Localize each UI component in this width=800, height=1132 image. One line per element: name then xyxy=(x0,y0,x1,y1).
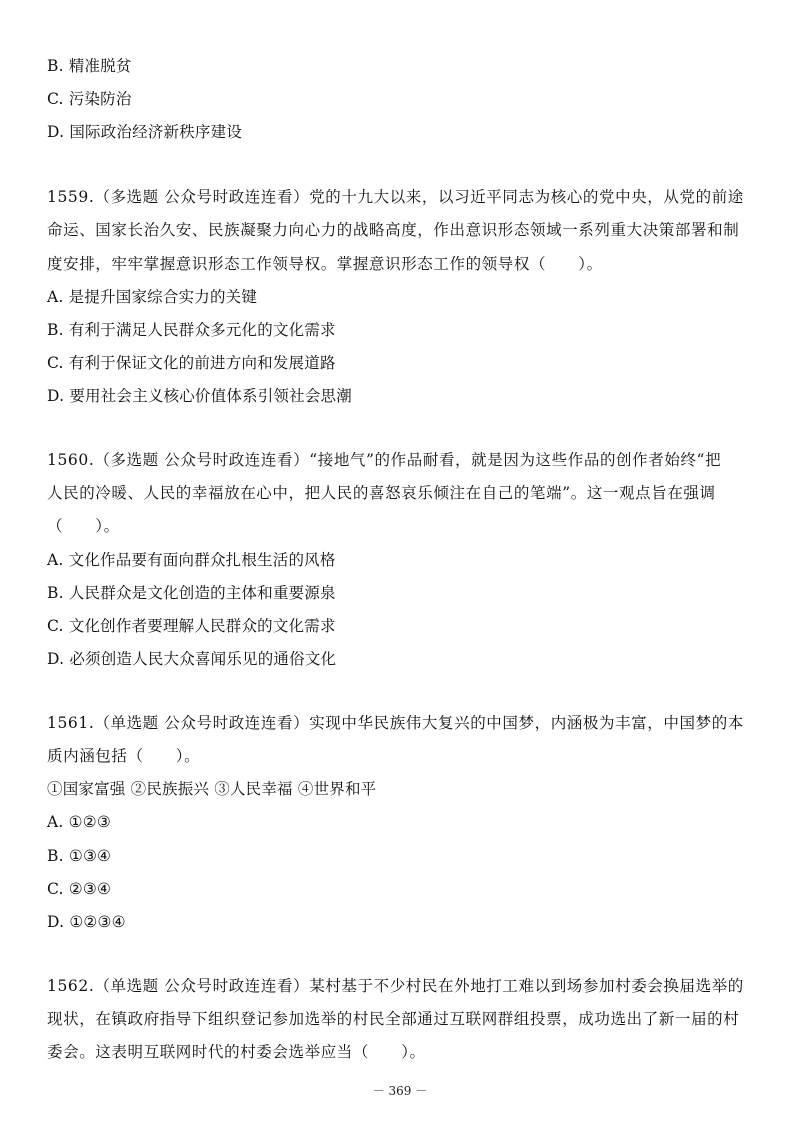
question-1560-option-c: C. 文化创作者要理解人民群众的文化需求 xyxy=(47,617,336,635)
question-1559-option-c: C. 有利于保证文化的前进方向和发展道路 xyxy=(47,354,336,372)
question-1562-stem-line-3: 委会。这表明互联网时代的村委会选举应当（ ）。 xyxy=(47,1043,426,1061)
question-1560-option-a: A. 文化作品要有面向群众扎根生活的风格 xyxy=(47,551,336,569)
question-1559-option-b: B. 有利于满足人民群众多元化的文化需求 xyxy=(47,321,336,339)
question-1561-option-d: D. ①②③④ xyxy=(47,913,126,931)
question-1562-stem-line-1: 1562.（单选题 公众号时政连连看）某村基于不少村民在外地打工难以到场参加村委会换届选举的 xyxy=(47,977,744,995)
question-1561-option-c: C. ②③④ xyxy=(47,880,112,898)
question-1560-stem-line-2: 人民的冷暖、人民的幸福放在心中，把人民的喜怒哀乐倾注在自己的笔端”。这一观点旨在强调 xyxy=(47,484,716,502)
question-1559-option-d: D. 要用社会主义核心价值体系引领社会思潮 xyxy=(47,387,352,405)
option-d-carryover: D. 国际政治经济新秩序建设 xyxy=(47,123,243,141)
question-1561-items: ①国家富强 ②民族振兴 ③人民幸福 ④世界和平 xyxy=(47,780,377,798)
question-1561-option-a: A. ①②③ xyxy=(47,813,111,831)
question-1561-option-b: B. ①③④ xyxy=(47,847,112,865)
option-b-carryover: B. 精准脱贫 xyxy=(47,57,132,75)
question-1561-stem-line-1: 1561.（单选题 公众号时政连连看）实现中华民族伟大复兴的中国梦，内涵极为丰富，中国梦的本 xyxy=(47,714,744,732)
question-1559-stem-line-2: 命运、国家长治久安、民族凝聚力向心力的战略高度，作出意识形态领域一系列重大决策部署和制 xyxy=(47,221,740,239)
option-c-carryover: C. 污染防治 xyxy=(47,90,132,108)
question-1559-stem-line-1: 1559.（多选题 公众号时政连连看）党的十九大以来，以习近平同志为核心的党中央，从党的前途 xyxy=(47,188,744,206)
page-number: － 369 － xyxy=(372,1084,428,1098)
question-1560-stem-line-3: （ ）。 xyxy=(47,517,120,535)
question-1559-option-a: A. 是提升国家综合实力的关键 xyxy=(47,288,258,306)
question-1562-stem-line-2: 现状，在镇政府指导下组织登记参加选举的村民全部通过互联网群组投票，成功选出了新一届的村 xyxy=(47,1010,740,1028)
question-1560-option-b: B. 人民群众是文化创造的主体和重要源泉 xyxy=(47,584,336,602)
question-1559-stem-line-3: 度安排，牢牢掌握意识形态工作领导权。掌握意识形态工作的领导权（ ）。 xyxy=(47,255,603,273)
question-1561-stem-line-2: 质内涵包括（ ）。 xyxy=(47,747,201,765)
question-1560-stem-line-1: 1560.（多选题 公众号时政连连看）“接地气”的作品耐看，就是因为这些作品的创作者始终“把 xyxy=(47,451,722,469)
question-1560-option-d: D. 必须创造人民大众喜闻乐见的通俗文化 xyxy=(47,650,337,668)
